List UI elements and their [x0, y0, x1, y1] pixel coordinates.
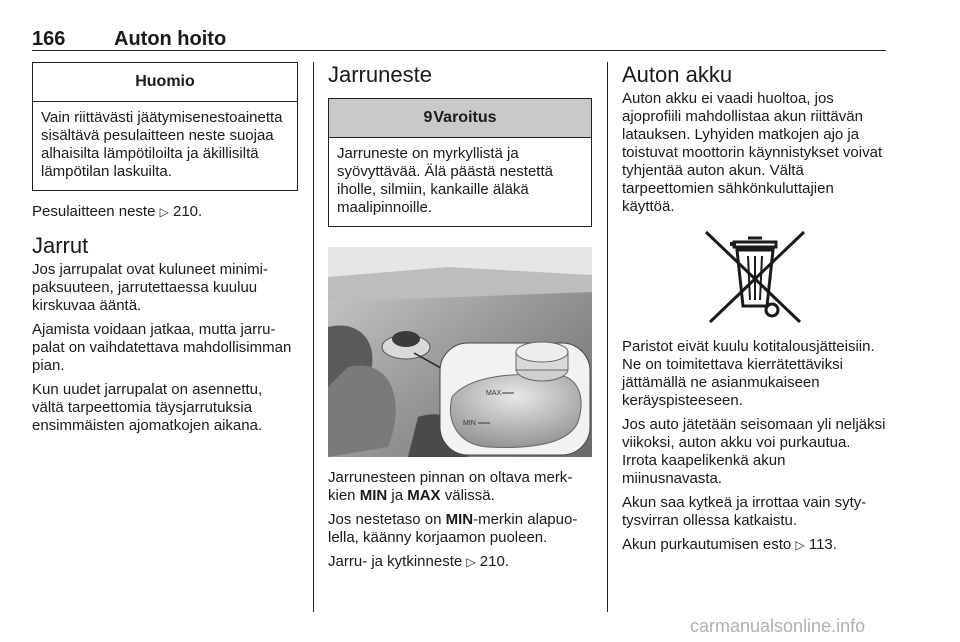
page-reference-arrow-icon: ▷: [159, 205, 169, 219]
brakes-paragraph-3: Kun uudet jarrupalat on asennettu, vältä tarpeettomia täysjarrutuksia ensimmäisten ajomatkojen aikana.: [32, 381, 263, 434]
brake-fluid-paragraph-2: Jos nestetaso on MIN-merkin alapuolella, käänny korjaamon puoleen.: [328, 511, 578, 546]
warning-header: [329, 99, 591, 138]
column-divider: [607, 62, 608, 612]
page-number: 166: [32, 28, 66, 50]
min-label: MIN: [359, 487, 388, 504]
reference-text: Akun purkautumisen esto: [622, 536, 792, 553]
battery-paragraph-1: Auton akku ei vaadi huoltoa, jos ajoprofiili mahdollistaa akun riittävän latauksen. Lyhyiden matkojen ajo ja toistuvat moottorin käynnistykset voivat tyhjentää auton akun. Vältä tarpeettomien sähkönkuluttajien käyttöä.: [622, 90, 883, 215]
washer-fluid-reference: [32, 203, 298, 221]
page-header: [32, 24, 886, 51]
battery-heading: Auton akku: [622, 62, 733, 87]
reference-text: Jarru- ja kytkinneste: [328, 553, 463, 570]
max-label: MAX: [407, 487, 441, 504]
page-reference-arrow-icon: ▷: [795, 538, 805, 552]
brakes-paragraph-2: Ajamista voidaan jatkaa, mutta jarrupalat on vaihdatettava mahdollisimman pian.: [32, 321, 292, 374]
brakes-paragraph-1: Jos jarrupalat ovat kuluneet minimipaksuuteen, jarrutettaessa kuuluu kirskuvaa ääntä.: [32, 261, 268, 314]
column-middle: [328, 62, 592, 577]
warning-icon: 9: [423, 109, 433, 126]
note-box: [32, 62, 298, 191]
brakes-heading: Jarrut: [32, 233, 89, 258]
max-mark-label: MAX: [486, 390, 502, 397]
column-divider: [313, 62, 314, 612]
column-left: [32, 62, 298, 441]
column-right: [622, 62, 888, 560]
battery-paragraph-2: Paristot eivät kuulu kotitalousjätteisiin. Ne on toimitettava kierrätettäviksi jättämällä ne asianmukaiseen keräyspisteeseen.: [622, 338, 875, 409]
brake-clutch-fluid-reference: [328, 553, 592, 571]
reference-page-link[interactable]: 113.: [808, 536, 837, 553]
brake-fluid-heading: Jarruneste: [328, 62, 432, 87]
reference-text: Pesulaitteen neste: [32, 203, 156, 220]
warning-text: Jarruneste on myrkyllistä ja syövyttävää. Älä päästä nestettä iholle, silmiin, kankaille äläkä maalipinnoille.: [337, 145, 553, 216]
brake-fluid-reservoir-photo: [328, 247, 592, 457]
min-mark-label: MIN: [463, 420, 476, 427]
page-reference-arrow-icon: ▷: [466, 555, 476, 569]
battery-paragraph-4: Akun saa kytkeä ja irrottaa vain sytytysvirran ollessa katkaistu.: [622, 494, 867, 529]
reference-page-link[interactable]: 210.: [479, 553, 509, 570]
watermark: carmanualsonline.info: [690, 616, 866, 636]
warning-box: [328, 98, 592, 227]
warning-title: Varoitus: [433, 109, 497, 126]
battery-discharge-reference: [622, 536, 888, 554]
crossed-out-bin-icon: [700, 226, 810, 326]
reference-page-link[interactable]: 210.: [173, 203, 203, 220]
chapter-title: Auton hoito: [114, 28, 227, 50]
min-label: MIN: [445, 511, 474, 528]
note-text: Vain riittävästi jäätymisenestoainetta sisältävä pesulaitteen neste suojaa alhaisilta lämpötiloilta ja äkillisiltä lämpötilan laskuilta.: [41, 109, 283, 180]
battery-paragraph-3: Jos auto jätetään seisomaan yli neljäksi viikoksi, auton akku voi purkautua. Irrota kaapelikenkä akun miinusnavasta.: [622, 416, 886, 487]
note-title: Huomio: [33, 63, 297, 102]
brake-fluid-paragraph-1: Jarrunesteen pinnan on oltava merkkien MIN ja MAX välissä.: [328, 469, 573, 504]
